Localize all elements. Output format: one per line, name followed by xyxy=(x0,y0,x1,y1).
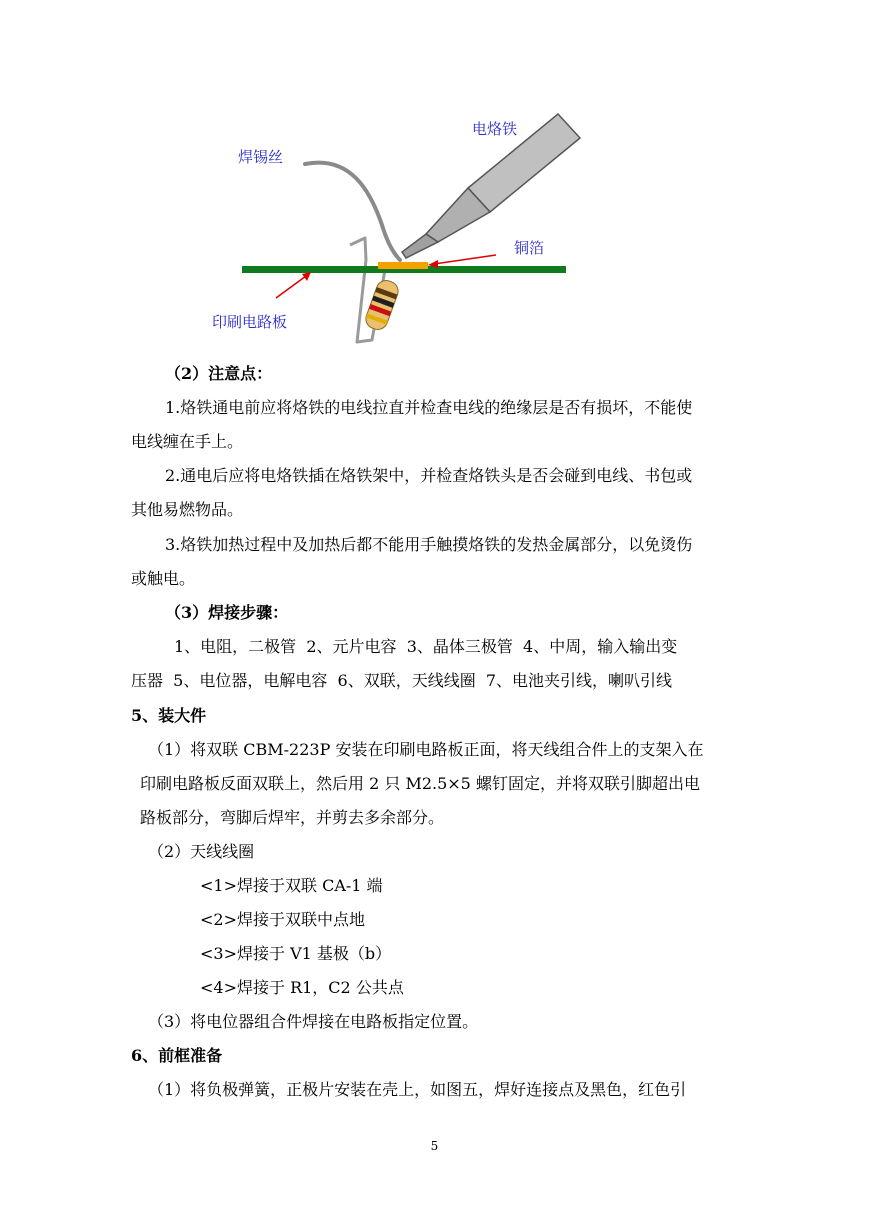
board-arrow xyxy=(276,272,311,298)
page-number: 5 xyxy=(430,1139,439,1153)
resistor xyxy=(363,278,401,333)
section-6-p1: （1）将负极弹簧，正极片安装在壳上，如图五，焊好连接点及黑色，红色引 xyxy=(148,1080,687,1099)
note-2-line-2: 其他易燃物品。 xyxy=(131,500,244,519)
board-label: 印刷电路板 xyxy=(212,313,288,331)
section-5-item-1: <1>焊接于双联 CA-1 端 xyxy=(200,876,383,895)
section-6-heading: 6、前框准备 xyxy=(131,1046,223,1065)
section-5-item-3: <3>焊接于 V1 基极（b） xyxy=(200,944,392,963)
section-5-item-2: <2>焊接于双联中点地 xyxy=(200,910,365,929)
note-3-line-2: 或触电。 xyxy=(131,569,196,588)
section-5-p3: （3）将电位器组合件焊接在电路板指定位置。 xyxy=(148,1012,479,1031)
note-2-line-1: 2.通电后应将电烙铁插在烙铁架中，并检查烙铁头是否会碰到电线、书包或 xyxy=(165,466,693,485)
section-5-p1-line-3: 路板部分，弯脚后焊牢，并剪去多余部分。 xyxy=(140,808,445,827)
copper-foil xyxy=(378,262,428,269)
solder-label: 焊锡丝 xyxy=(238,148,284,166)
section-5-p2: （2）天线线圈 xyxy=(148,842,255,861)
note-3-line-1: 3.烙铁加热过程中及加热后都不能用手触摸烙铁的发热金属部分，以免烫伤 xyxy=(165,535,693,554)
steps-line-1: 1、电阻，二极管 2、元片电容 3、晶体三极管 4、中周，输入输出变 xyxy=(174,637,678,656)
section-5-p1-line-1: （1）将双联 CBM-223P 安装在印刷电路板正面，将天线组合件上的支架入在 xyxy=(148,740,704,759)
section-5-p1-line-2: 印刷电路板反面双联上，然后用 2 只 M2.5×5 螺钉固定，并将双联引脚超出电 xyxy=(140,774,700,793)
section-5-heading: 5、装大件 xyxy=(131,706,207,725)
iron-label: 电烙铁 xyxy=(472,120,518,138)
steps-line-2: 压器 5、电位器，电解电容 6、双联，天线线圈 7、电池夹引线，喇叭引线 xyxy=(131,671,673,690)
notes-heading: （2）注意点： xyxy=(165,364,273,383)
soldering-figure xyxy=(190,100,590,360)
note-1-line-1: 1.烙铁通电前应将烙铁的电线拉直并检查电线的绝缘层是否有损坏，不能使 xyxy=(165,398,693,417)
steps-heading: （3）焊接步骤： xyxy=(165,603,289,622)
foil-label: 铜箔 xyxy=(514,239,545,257)
section-5-item-4: <4>焊接于 R1，C2 公共点 xyxy=(200,978,404,997)
note-1-line-2: 电线缠在手上。 xyxy=(131,432,244,451)
